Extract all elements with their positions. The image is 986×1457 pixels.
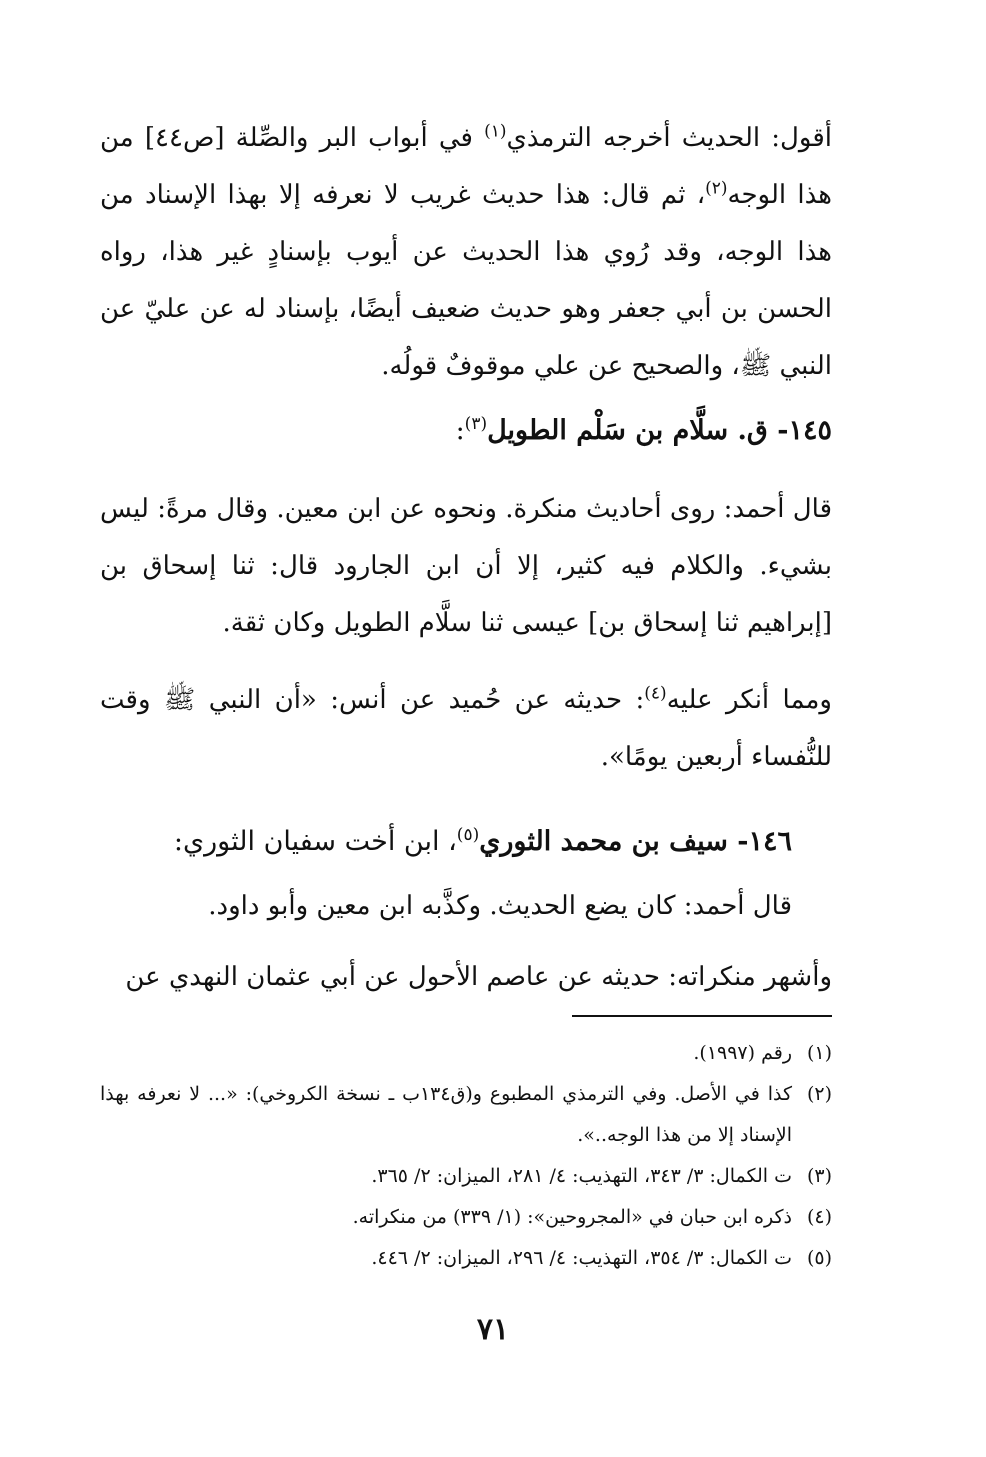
footnote-number: (١)	[806, 1042, 832, 1064]
footnote-number: (٤)	[806, 1206, 832, 1228]
footnote-number: (٥)	[806, 1247, 832, 1269]
footnote-number: (٢)	[806, 1083, 832, 1105]
paragraph-3	[100, 672, 832, 786]
footnote-ref-1: (١)	[484, 121, 507, 142]
footnote-ref-3: (٣)	[464, 414, 488, 434]
footnote-item	[100, 1238, 832, 1279]
page-body	[100, 110, 832, 1006]
paragraph-3-text-b: : حديثه عن حُميد عن أنس: «أن النبي ﷺ وقت للنُّفساء أربعين يومًا».	[100, 685, 832, 772]
footnote-text: ت الكمال: ٣/ ٣٤٣، التهذيب: ٤/ ٢٨١، الميزان: ٢/ ٣٦٥.	[371, 1165, 792, 1187]
entry-145-colon: :	[455, 415, 465, 446]
entry-145-title: ١٤٥- ق. سلَّام بن سَلْم الطويل	[487, 415, 832, 446]
footnote-item	[100, 1156, 832, 1197]
paragraph-1-text-b: في أبواب البر والصِّلة [ص٤٤] من هذا الوجه	[100, 123, 832, 210]
footnote-text: ذكره ابن حبان في «المجروحين»: (١/ ٣٣٩) من منكراته.	[352, 1206, 792, 1228]
footnote-ref-2: (٢)	[705, 178, 728, 199]
footnote-text: ت الكمال: ٣/ ٣٥٤، التهذيب: ٤/ ٢٩٦، الميزان: ٢/ ٤٤٦.	[371, 1247, 792, 1269]
footnote-text: كذا في الأصل. وفي الترمذي المطبوع و(ق١٣٤ب ـ نسخة الكروخي): «... لا نعرفه بهذا الإسناد إلا من هذا الوجه..».	[100, 1083, 792, 1146]
footnote-divider	[572, 1015, 832, 1017]
footnote-text: رقم (١٩٩٧).	[693, 1042, 792, 1064]
paragraph-1-text-a: أقول: الحديث أخرجه الترمذي	[506, 123, 832, 153]
paragraph-2: قال أحمد: روى أحاديث منكرة. ونحوه عن ابن معين. وقال مرةً: ليس بشيء. والكلام فيه كثير، إلا أن ابن الجارود قال: ثنا إسحاق بن [إبراهيم ثنا إسحاق بن] عيسى ثنا سلَّام الطويل وكان ثقة.	[100, 494, 832, 638]
footnote-ref-5: (٥)	[456, 825, 480, 845]
footnote-item	[100, 1074, 832, 1156]
footnote-item	[100, 1033, 832, 1074]
entry-146-heading	[100, 812, 832, 872]
footnote-item	[100, 1197, 832, 1238]
entry-145-heading	[100, 401, 832, 461]
page-number: ٧١	[476, 1312, 510, 1347]
paragraph-5: وأشهر منكراته: حديثه عن عاصم الأحول عن أبي عثمان النهدي عن	[125, 962, 832, 992]
footnote-number: (٣)	[806, 1165, 832, 1187]
paragraph-3-text-a: ومما أنكر عليه	[666, 685, 832, 715]
paragraph-1	[100, 110, 832, 395]
footnote-list	[100, 1033, 832, 1279]
paragraph-4: قال أحمد: كان يضع الحديث. وكذَّبه ابن معين وأبو داود.	[208, 891, 792, 921]
entry-146-title: ١٤٦- سيف بن محمد الثوري	[479, 826, 792, 857]
entry-146-rest: ، ابن أخت سفيان الثوري:	[173, 826, 457, 857]
paragraph-1-text-c: ، ثم قال: هذا حديث غريب لا نعرفه إلا بهذا الإسناد من هذا الوجه، وقد رُوي هذا الحديث عن أيوب بإسنادٍ غير هذا، رواه الحسن بن أبي جعفر وهو حديث ضعيف أيضًا، بإسناد له عن عليّ عن النبي ﷺ، والصحيح عن علي موقوفٌ قولُه.	[100, 180, 832, 381]
footnote-ref-4: (٤)	[644, 683, 667, 704]
